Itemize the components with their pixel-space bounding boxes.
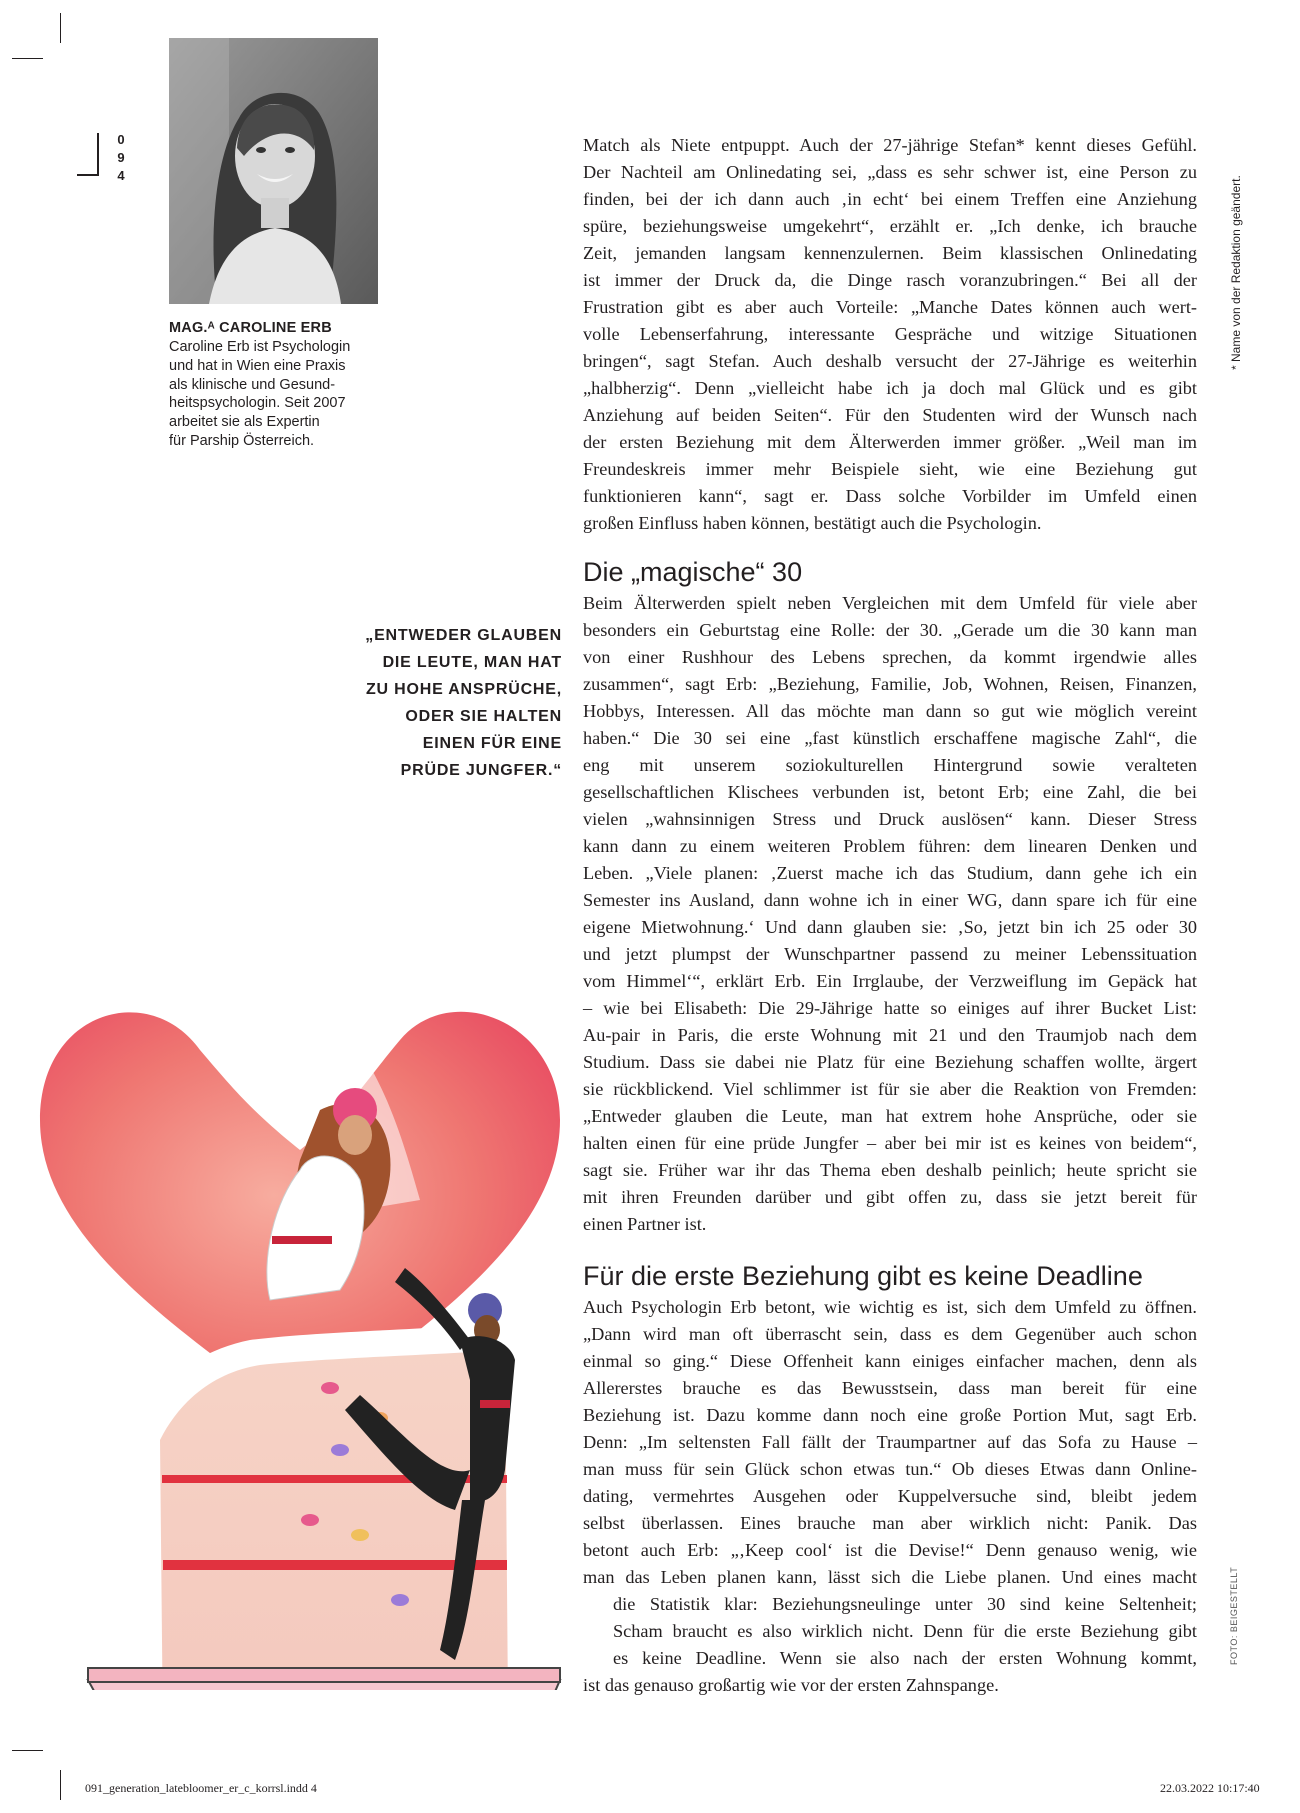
pull-quote-line: „ENTWEDER GLAUBEN (365, 627, 562, 644)
text-line: – wie bei Elisabeth: Die 29-Jährige hatte so einiges auf ihrer Bucket List: (583, 998, 1197, 1018)
text-line: Au-pair in Paris, die erste Wohnung mit 21 und den Traumjob nach dem (583, 1025, 1197, 1045)
text-line: Studium. Dass sie dabei nie Platz für eine Beziehung schaffen wollte, ärgert (583, 1052, 1197, 1072)
text-line: Denn: „Im seltensten Fall fällt der Traumpartner auf das Sofa zu Hause – (583, 1432, 1197, 1452)
bio-line: Caroline Erb ist Psychologin (169, 339, 351, 355)
text-line: betont auch Erb: „‚Keep cool‘ ist die Devise!“ Denn genauso wenig, wie (583, 1540, 1197, 1560)
text-line: „Entweder glauben die Leute, man hat extrem hohe Ansprüche, oder sie (583, 1106, 1197, 1126)
article-intro (583, 132, 1197, 537)
text-line: spüre, beziehungsweise umgekehrt“, erzählt er. „Ich denke, ich brauche (583, 216, 1197, 236)
text-line: Beim Älterwerden spielt neben Vergleichen mit dem Umfeld für viele aber (583, 593, 1197, 613)
text-line: es keine Deadline. Wenn sie also nach der ersten Wohnung kommt, (613, 1648, 1197, 1668)
text-line: sagt sie. Früher war ihr das Thema eben deshalb peinlich; heute spricht sie (583, 1160, 1197, 1180)
photo-credit-text: FOTO: BEIGESTELLT (1229, 1566, 1239, 1665)
page-number (113, 131, 129, 185)
text-line: eng mit unserem soziokulturellen Hintergrund sowie veralteten (583, 755, 1197, 775)
text-line: Leben. „Viele planen: ‚Zuerst mache ich das Studium, dann gehe ich ein (583, 863, 1197, 883)
section-heading: Für die erste Beziehung gibt es keine Deadline (583, 1261, 1143, 1291)
page-number-digit: 0 (117, 132, 125, 147)
crop-mark-bottom-horizontal (12, 1750, 43, 1751)
cake-illustration (0, 1000, 590, 1690)
article-section-2 (583, 1294, 1197, 1699)
text-line: einmal so ging.“ Diese Offenheit kann einiges einfacher machen, denn als (583, 1351, 1197, 1371)
text-line: Hobbys, Interessen. All das möchte man dann so gut wie möglich vereint (583, 701, 1197, 721)
side-note-vertical (1227, 130, 1243, 370)
text-line: einen Partner ist. (583, 1214, 707, 1234)
page-number-bracket-horizontal (77, 174, 99, 176)
portrait-photo (169, 38, 378, 304)
text-line: selbst überlassen. Eines brauche man aber wirklich nicht: Panik. Das (583, 1513, 1197, 1533)
text-line: ist immer der Druck da, die Dinge rasch voranzubringen.“ Bei all der (583, 270, 1197, 290)
bio-line: als klinische und Gesund- (169, 376, 336, 393)
page-number-bracket-vertical (97, 133, 99, 175)
crop-mark-top-vertical (60, 13, 61, 43)
bio-line: arbeitet sie als Expertin (169, 414, 320, 431)
text-line: Freundeskreis immer mehr Beispiele sieht, wie eine Beziehung gut (583, 459, 1197, 479)
text-line: Allererstes brauche es das Bewusstsein, dass man bereit für eine (583, 1378, 1197, 1398)
cake-heart-illustration (0, 1000, 590, 1690)
pull-quote-line: PRÜDE JUNGFER.“ (400, 762, 562, 779)
text-line: Scham braucht es also wirklich nicht. Denn für die erste Beziehung gibt (613, 1621, 1197, 1641)
bio-line: heitspsychologin. Seit 2007 (169, 395, 346, 412)
text-line: die Statistik klar: Beziehungsneulinge unter 30 sind keine Seltenheit; (613, 1594, 1197, 1614)
text-line: vom Himmel‘“, erklärt Erb. Ein Irrglaube, der Verzweiflung im Gepäck hat (583, 971, 1197, 991)
pull-quote-line: ODER SIE HALTEN (405, 708, 562, 725)
bio-line: für Parship Österreich. (169, 432, 315, 449)
text-line: Auch Psychologin Erb betont, wie wichtig es ist, sich dem Umfeld zu öffnen. (583, 1297, 1197, 1317)
page-number-digit: 4 (117, 168, 125, 183)
text-line: „Dann wird man oft überrascht sein, dass es dem Gegenüber auch schon (583, 1324, 1197, 1344)
text-line: haben.“ Die 30 sei eine „fast künstlich erschaffene magische Zahl“, die (583, 728, 1197, 748)
text-line: Beziehung ist. Dazu komme dann noch eine große Portion Mut, sagt Erb. (583, 1405, 1197, 1425)
photo-credit-vertical (1227, 1555, 1241, 1665)
text-line: großen Einfluss haben können, bestätigt auch die Psychologin. (583, 513, 1042, 533)
crop-mark-top-horizontal (12, 58, 43, 59)
text-line: man muss für sein Glück schon etwas tun.“ Ob dieses Etwas dann Online- (583, 1459, 1197, 1479)
side-note-text: * Name von der Redaktion geändert. (1229, 175, 1243, 370)
text-line: ist das genauso großartig wie vor der ersten Zahnspange. (583, 1675, 999, 1695)
text-line: finden, bei der ich dann auch ‚in echt‘ bei einem Treffen eine Anziehung (583, 189, 1197, 209)
footer-date-slug: 22.03.2022 10:17:40 (1160, 1781, 1260, 1795)
text-line: Zeit, jemanden langsam kennenzulernen. Beim klassischen Onlinedating (583, 243, 1197, 263)
pull-quote-line: ZU HOHE ANSPRÜCHE, (365, 681, 562, 698)
text-line: man das Leben planen kann, lässt sich die Liebe planen. Und eines macht (583, 1567, 1197, 1587)
section-heading: Die „magische“ 30 (583, 557, 803, 587)
text-line: und jetzt plumpst der Wunschpartner passend zu meiner Lebenssituation (583, 944, 1197, 964)
text-line: vielen „wahnsinnigen Stress und Druck auslösen“ kann. Dieser Stress (583, 809, 1197, 829)
pull-quote (330, 622, 562, 784)
page-number-digit: 9 (117, 150, 125, 165)
footer-file-slug: 091_generation_latebloomer_er_c_korrsl.indd 4 (85, 1781, 317, 1795)
article-section-1 (583, 590, 1197, 1238)
text-line: volle Lebenserfahrung, interessante Gespräche und witzige Situationen (583, 324, 1197, 344)
text-line: dating, vermehrtes Ausgehen oder Kuppelversuche sind, bleibt jedem (583, 1486, 1197, 1506)
bio-name: MAG.ᴬ CAROLINE ERB (169, 320, 332, 336)
text-line: sie rückblickend. Viel schlimmer ist für sie aber die Reaktion von Fremden: (583, 1079, 1197, 1099)
text-line: besonders ein Geburtstag eine Rolle: der 30. „Gerade um die 30 kann man (583, 620, 1197, 640)
text-line: Match als Niete entpuppt. Auch der 27-jährige Stefan* kennt dieses Gefühl. (583, 135, 1197, 155)
text-line: Semester ins Ausland, dann wohne ich in einer WG, dann spare ich für eine (583, 890, 1197, 910)
bio-text (169, 338, 389, 451)
text-line: Anziehung auf beiden Seiten“. Für den Studenten wird der Wunsch nach (583, 405, 1197, 425)
text-line: mit ihren Freunden darüber und gibt offen zu, dass sie jetzt bereit für (583, 1187, 1197, 1207)
text-line: von einer Rushhour des Lebens sprechen, da kommt irgendwie alles (583, 647, 1197, 667)
text-line: halten einen für eine prüde Jungfer – aber bei mir ist es keines von beidem“, (583, 1133, 1197, 1153)
text-line: kann dann zu einem weiteren Problem führen: dem linearen Denken und (583, 836, 1197, 856)
text-line: Der Nachteil am Onlinedating sei, „dass es sehr schwer ist, eine Person zu (583, 162, 1197, 182)
text-line: eigene Mietwohnung.‘ Und dann glauben sie: ‚So, jetzt bin ich 25 oder 30 (583, 917, 1197, 937)
pull-quote-line: DIE LEUTE, MAN HAT (382, 654, 562, 671)
text-line: „halbherzig“. Denn „vielleicht habe ich ja doch mal Glück und es gibt (583, 378, 1197, 398)
text-line: zusammen“, sagt Erb: „Beziehung, Familie, Job, Wohnen, Reisen, Finanzen, (583, 674, 1197, 694)
crop-mark-bottom-vertical (60, 1770, 61, 1800)
text-line: gesellschaftlichen Klischees verbunden ist, betont Erb; eine Zahl, die bei (583, 782, 1197, 802)
text-line: Frustration gibt es aber auch Vorteile: „Manche Dates können auch wert- (583, 297, 1197, 317)
pull-quote-line: EINEN FÜR EINE (422, 735, 562, 752)
text-line: der ersten Beziehung mit dem Älterwerden immer größer. „Weil man im (583, 432, 1197, 452)
text-line: funktionieren kann“, sagt er. Dass solche Vorbilder im Umfeld einen (583, 486, 1197, 506)
portrait-illustration (169, 38, 378, 304)
bio-line: und hat in Wien eine Praxis (169, 357, 346, 374)
text-line: bringen“, sagt Stefan. Auch deshalb versucht der 27-Jährige es weiterhin (583, 351, 1197, 371)
